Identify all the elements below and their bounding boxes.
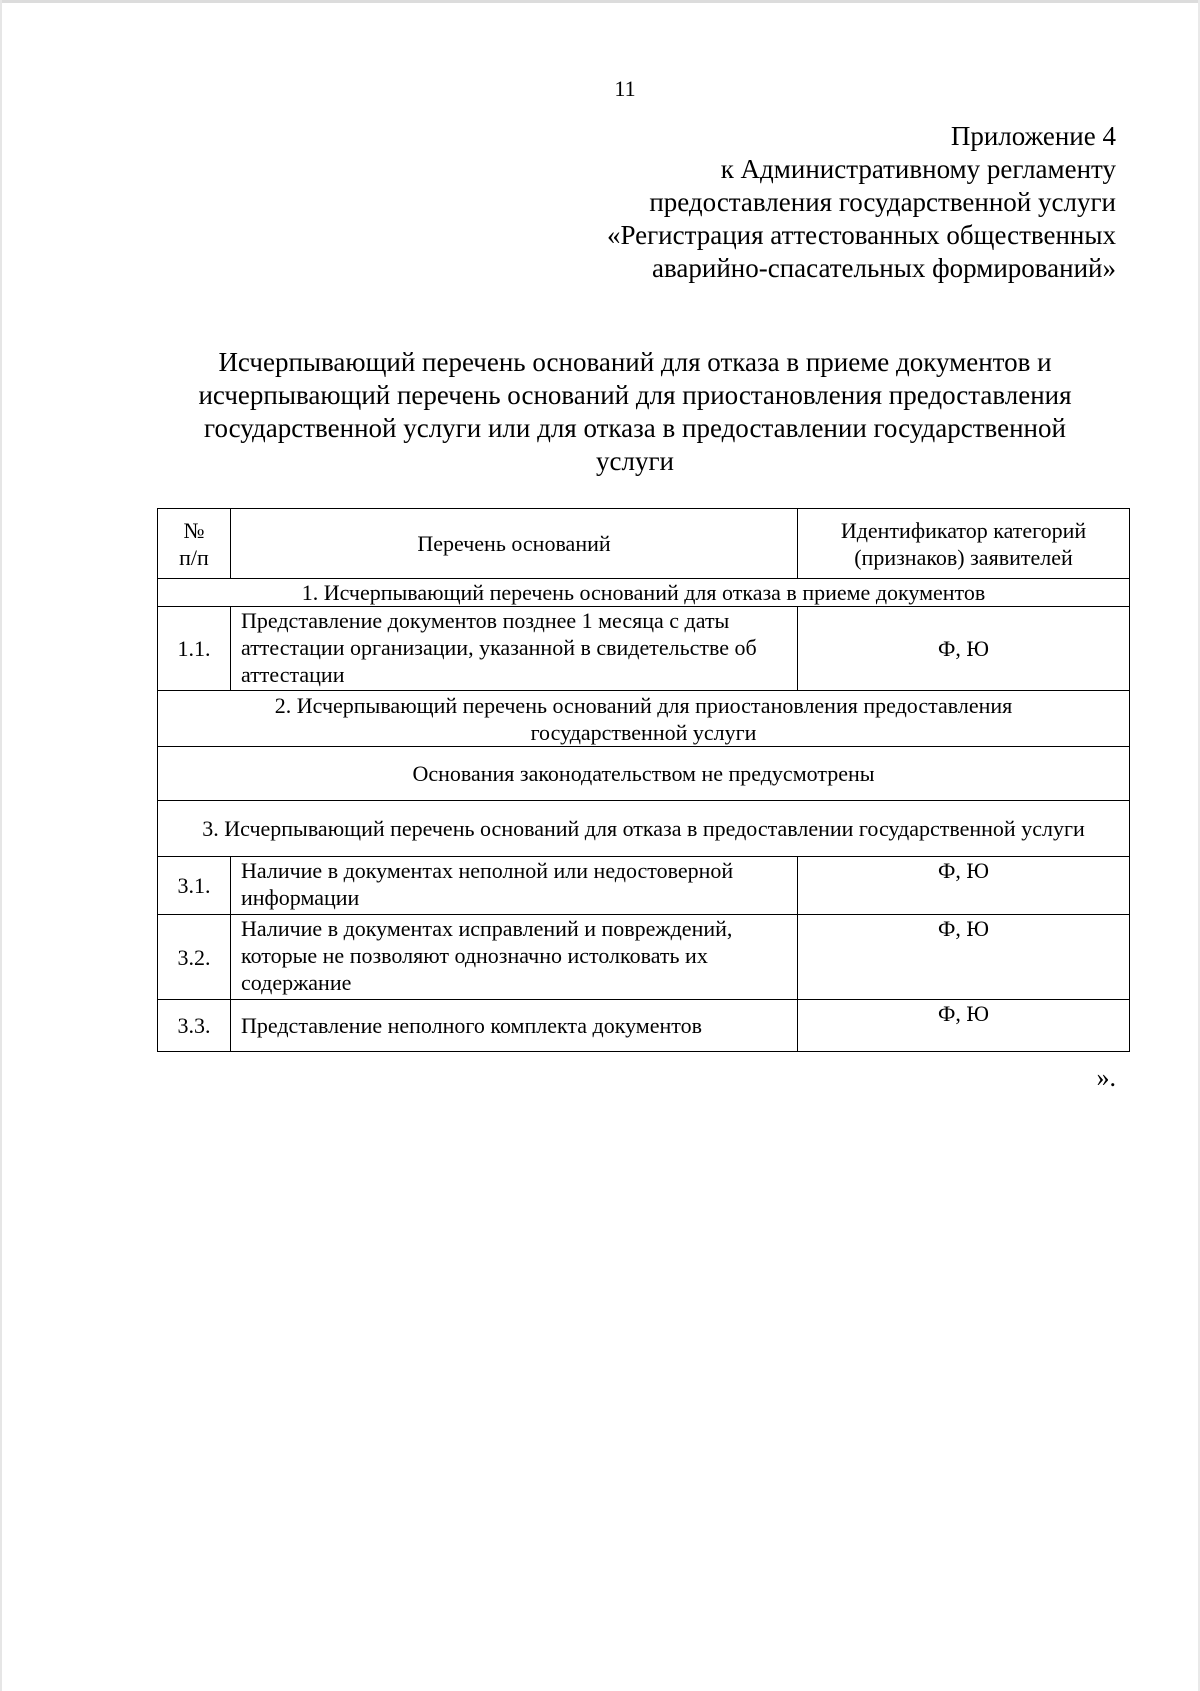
title-line: услуги xyxy=(596,446,674,476)
title-line: государственной услуги или для отказа в предоставлении государственной xyxy=(204,413,1066,443)
row-identifier: Ф, Ю xyxy=(798,1000,1130,1052)
row-reason: Наличие в документах исправлений и повреждений, которые не позволяют однозначно истолковать их содержание xyxy=(231,915,798,1000)
row-identifier: Ф, Ю xyxy=(798,857,1130,915)
scan-edge-top xyxy=(0,0,1200,3)
header-reasons: Перечень оснований xyxy=(231,509,798,579)
section-2-title: 2. Исчерпывающий перечень оснований для приостановления предоставления государственной услуги xyxy=(158,691,1130,747)
appendix-line: аварийно-спасательных формирований» xyxy=(652,253,1116,283)
table-row xyxy=(158,1000,1130,1052)
title-line: исчерпывающий перечень оснований для приостановления предоставления xyxy=(198,380,1072,410)
appendix-line: «Регистрация аттестованных общественных xyxy=(606,220,1116,250)
appendix-header xyxy=(607,120,1116,285)
header-num: № п/п xyxy=(158,509,231,579)
row-num: 3.3. xyxy=(158,1000,231,1052)
appendix-line: к Административному регламенту xyxy=(720,154,1116,184)
table-row xyxy=(158,607,1130,691)
row-reason: Представление документов позднее 1 месяца с даты аттестации организации, указанной в свидетельстве об аттестации xyxy=(231,607,798,691)
header-identifier: Идентификатор категорий (признаков) заявителей xyxy=(798,509,1130,579)
closing-quote: ». xyxy=(1096,1063,1116,1092)
section-3-row xyxy=(158,801,1130,857)
appendix-line: Приложение 4 xyxy=(950,121,1116,151)
title-line: Исчерпывающий перечень оснований для отказа в приеме документов и xyxy=(218,347,1052,377)
section-2-note-row xyxy=(158,747,1130,801)
scan-edge-left xyxy=(0,0,2,1691)
table-row xyxy=(158,915,1130,1000)
row-identifier: Ф, Ю xyxy=(798,607,1130,691)
row-identifier: Ф, Ю xyxy=(798,915,1130,1000)
section-1-title: 1. Исчерпывающий перечень оснований для отказа в приеме документов xyxy=(158,579,1130,607)
row-num: 1.1. xyxy=(158,607,231,691)
table-header-row xyxy=(158,509,1130,579)
appendix-line: предоставления государственной услуги xyxy=(649,187,1116,217)
section-2-note: Основания законодательством не предусмотрены xyxy=(158,747,1130,801)
section-1-row xyxy=(158,579,1130,607)
grounds-table xyxy=(157,508,1130,1052)
row-reason: Представление неполного комплекта документов xyxy=(231,1000,798,1052)
row-num: 3.2. xyxy=(158,915,231,1000)
section-2-row xyxy=(158,691,1130,747)
section-3-title: 3. Исчерпывающий перечень оснований для отказа в предоставлении государственной услуги xyxy=(158,801,1130,857)
table-row xyxy=(158,857,1130,915)
row-num: 3.1. xyxy=(158,857,231,915)
row-reason: Наличие в документах неполной или недостоверной информации xyxy=(231,857,798,915)
document-title xyxy=(130,346,1140,478)
page-number: 11 xyxy=(614,76,636,101)
